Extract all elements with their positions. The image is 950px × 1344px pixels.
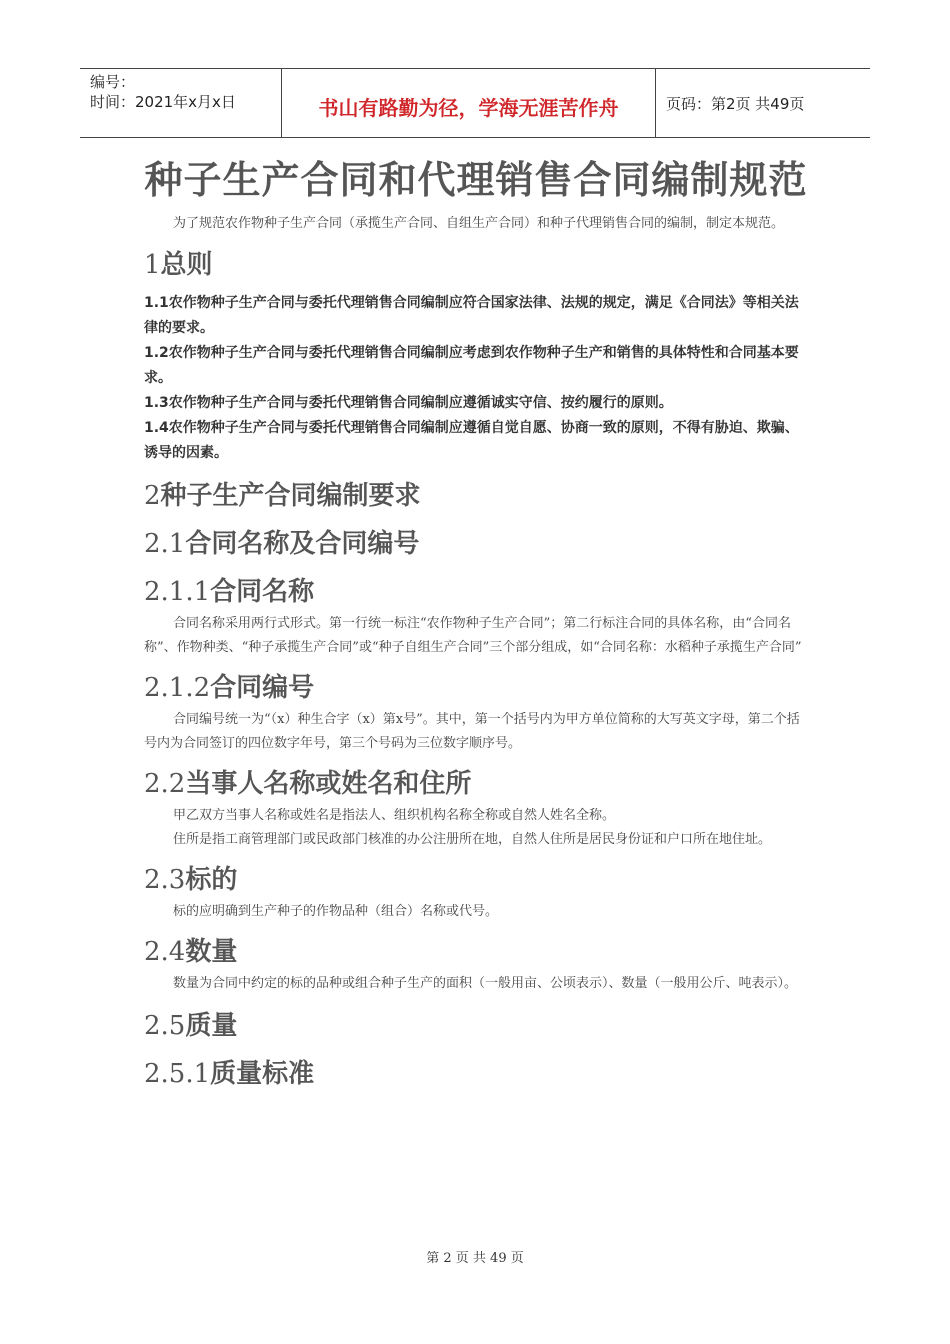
section-number: 2 <box>144 481 161 511</box>
section-1-items <box>144 291 808 466</box>
domicile-paragraph: 住所是指工商管理部门或民政部门核准的办公注册所在地，自然人住所是居民身份证和户口所在地住址。 <box>173 832 772 847</box>
document-body <box>144 150 808 1092</box>
intro-paragraph: 为了规范农作物种子生产合同（承揽生产合同、自组生产合同）和种子代理销售合同的编制，制定本规范。 <box>173 216 785 231</box>
section-number: 2.2 <box>144 769 186 799</box>
page-footer: 第 2 页 共 49 页 <box>426 1251 524 1266</box>
section-title: 合同编号 <box>210 673 315 703</box>
section-number: 2.1.2 <box>144 673 211 703</box>
contract-number-paragraph: 合同编号统一为“（x）种生合字（x）第x号”。其中，第一个括号内为甲方单位简称的大写英文字母，第二个括号内为合同签订的四位数字年号，第三个号码为三位数字顺序号。 <box>144 712 800 751</box>
section-title: 合同名称 <box>210 577 315 607</box>
section-2-2-heading <box>144 766 808 802</box>
subject-paragraph: 标的应明确到生产种子的作物品种（组合）名称或代号。 <box>173 904 499 919</box>
section-1-heading <box>144 247 808 283</box>
section-number: 2.5.1 <box>144 1059 211 1089</box>
contract-name-paragraph: 合同名称采用两行式形式。第一行统一标注“农作物种子生产合同”；第二行标注合同的具体名称，由“合同名称”、作物种类、“种子承揽生产合同”或“种子自组生产合同”三个部分组成，如“合同名称：水稻种子承揽生产合同” <box>144 616 802 655</box>
section-number: 2.5 <box>144 1011 186 1041</box>
section-2-1-1-heading <box>144 574 808 610</box>
header-motto: 书山有路勤为径，学海无涯苦作舟 <box>282 69 656 137</box>
section-title: 种子生产合同编制要求 <box>160 481 421 511</box>
header-page-info: 页码：第2页 共49页 <box>666 94 805 113</box>
section-2-3-heading <box>144 862 808 898</box>
section-title: 标的 <box>185 865 238 895</box>
section-2-1-heading <box>144 526 808 562</box>
clause-1-1: 1.1农作物种子生产合同与委托代理销售合同编制应符合国家法律、法规的规定，满足《合同法》等相关法律的要求。 <box>144 295 799 336</box>
section-number: 2.1.1 <box>144 577 211 607</box>
section-title: 总则 <box>160 250 213 280</box>
section-number: 2.1 <box>144 529 186 559</box>
section-number: 2.4 <box>144 937 186 967</box>
section-title: 质量 <box>185 1011 238 1041</box>
document-time-label: 时间：2021年x月x日 <box>90 93 236 111</box>
clause-1-3: 1.3农作物种子生产合同与委托代理销售合同编制应遵循诚实守信、按约履行的原则。 <box>144 395 673 411</box>
section-2-4-heading <box>144 934 808 970</box>
page-header <box>80 68 870 138</box>
section-number: 1 <box>144 250 161 280</box>
parties-paragraph: 甲乙双方当事人名称或姓名是指法人、组织机构名称全称或自然人姓名全称。 <box>173 808 616 823</box>
section-2-5-1-heading <box>144 1056 808 1092</box>
clause-1-4: 1.4农作物种子生产合同与委托代理销售合同编制应遵循自觉自愿、协商一致的原则，不得有胁迫、欺骗、诱导的因素。 <box>144 420 799 461</box>
section-2-1-2-heading <box>144 670 808 706</box>
section-title: 当事人名称或姓名和住所 <box>185 769 472 799</box>
quantity-paragraph: 数量为合同中约定的标的品种或组合种子生产的面积（一般用亩、公顷表示）、数量（一般用公斤、吨表示）。 <box>173 976 798 991</box>
document-number-label: 编号： <box>90 73 136 91</box>
clause-1-2: 1.2农作物种子生产合同与委托代理销售合同编制应考虑到农作物种子生产和销售的具体特性和合同基本要求。 <box>144 345 799 386</box>
section-title: 数量 <box>185 937 238 967</box>
section-number: 2.3 <box>144 865 186 895</box>
section-2-heading <box>144 478 808 514</box>
document-title: 种子生产合同和代理销售合同编制规范 <box>144 158 808 202</box>
section-2-5-heading <box>144 1008 808 1044</box>
header-meta <box>80 69 282 137</box>
section-title: 合同名称及合同编号 <box>185 529 420 559</box>
section-title: 质量标准 <box>210 1059 315 1089</box>
